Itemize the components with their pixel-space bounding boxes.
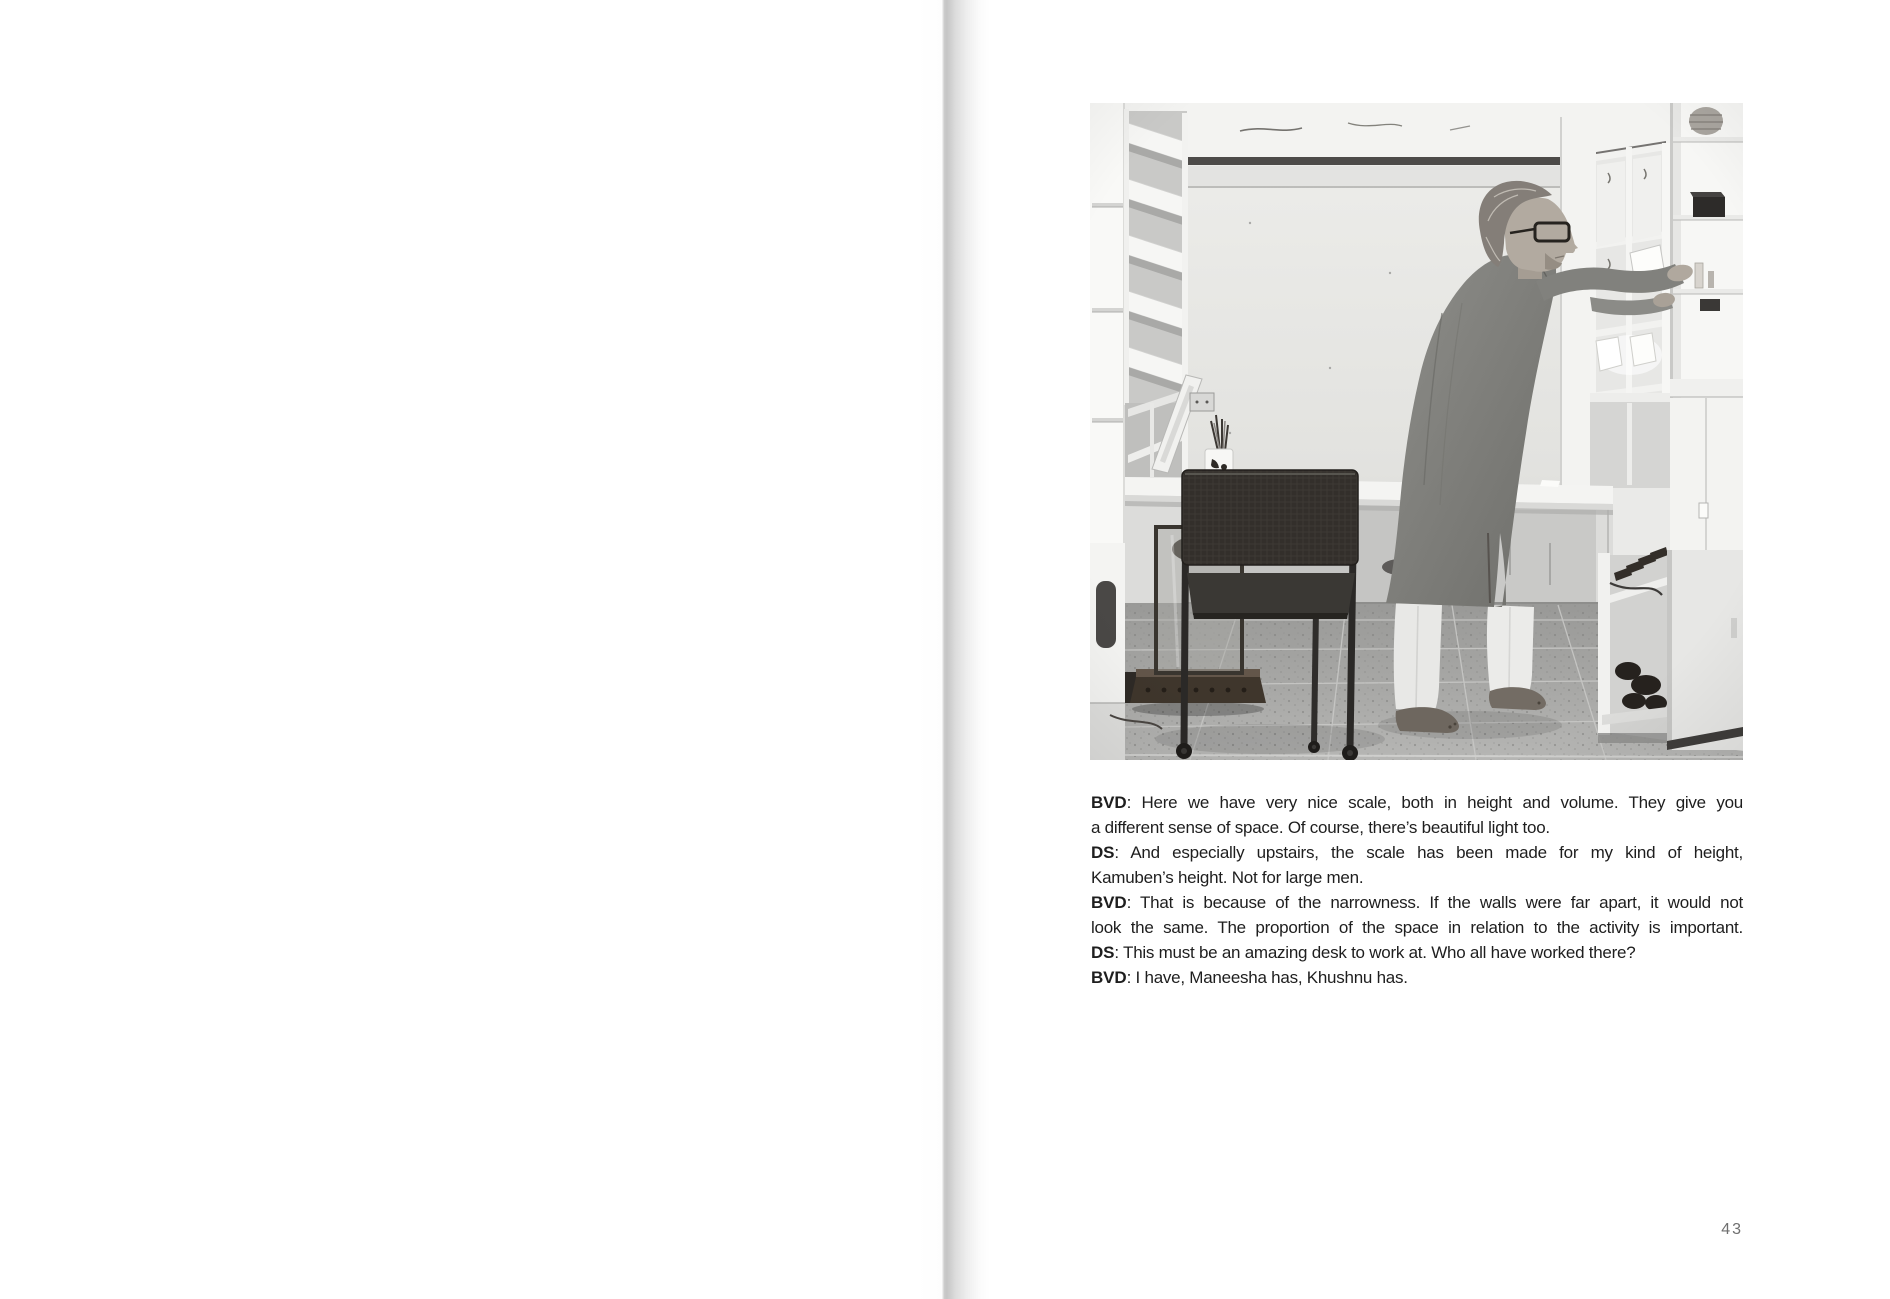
speaker-label: DS (1091, 843, 1115, 862)
dialogue-line (1091, 790, 1743, 815)
speaker-label: BVD (1091, 968, 1127, 987)
dialogue-line (1091, 915, 1743, 940)
dialogue-text: Kamuben’s height. Not for large men. (1091, 868, 1364, 887)
page-gutter-shadow (918, 0, 990, 1299)
dialogue-text: a different sense of space. Of course, there’s beautiful light too. (1091, 818, 1550, 837)
photo-illustration (1090, 103, 1743, 760)
dialogue-line (1091, 965, 1743, 990)
dialogue-text: : Here we have very nice scale, both in height and volume. They give you (1126, 793, 1743, 812)
dialogue-line (1091, 940, 1743, 965)
photo-architect-studio (1090, 103, 1743, 760)
dialogue-text: : This must be an amazing desk to work at. Who all have worked there? (1114, 943, 1636, 962)
speaker-label: BVD (1091, 893, 1127, 912)
dialogue-line (1091, 865, 1743, 890)
speaker-label: BVD (1091, 793, 1127, 812)
dialogue-line (1091, 890, 1743, 915)
dialogue-block (1091, 790, 1743, 990)
dialogue-text: : That is because of the narrowness. If the walls were far apart, it would not (1126, 893, 1743, 912)
dialogue-line (1091, 815, 1743, 840)
dialogue-line (1091, 840, 1743, 865)
left-page-blank (0, 0, 918, 1299)
dialogue-text: : I have, Maneesha has, Khushnu has. (1126, 968, 1408, 987)
speaker-label: DS (1091, 943, 1115, 962)
dialogue-text: : And especially upstairs, the scale has been made for my kind of height, (1114, 843, 1743, 862)
page-number: 43 (1721, 1221, 1743, 1238)
dialogue-text: look the same. The proportion of the space in relation to the activity is important. (1091, 918, 1743, 937)
